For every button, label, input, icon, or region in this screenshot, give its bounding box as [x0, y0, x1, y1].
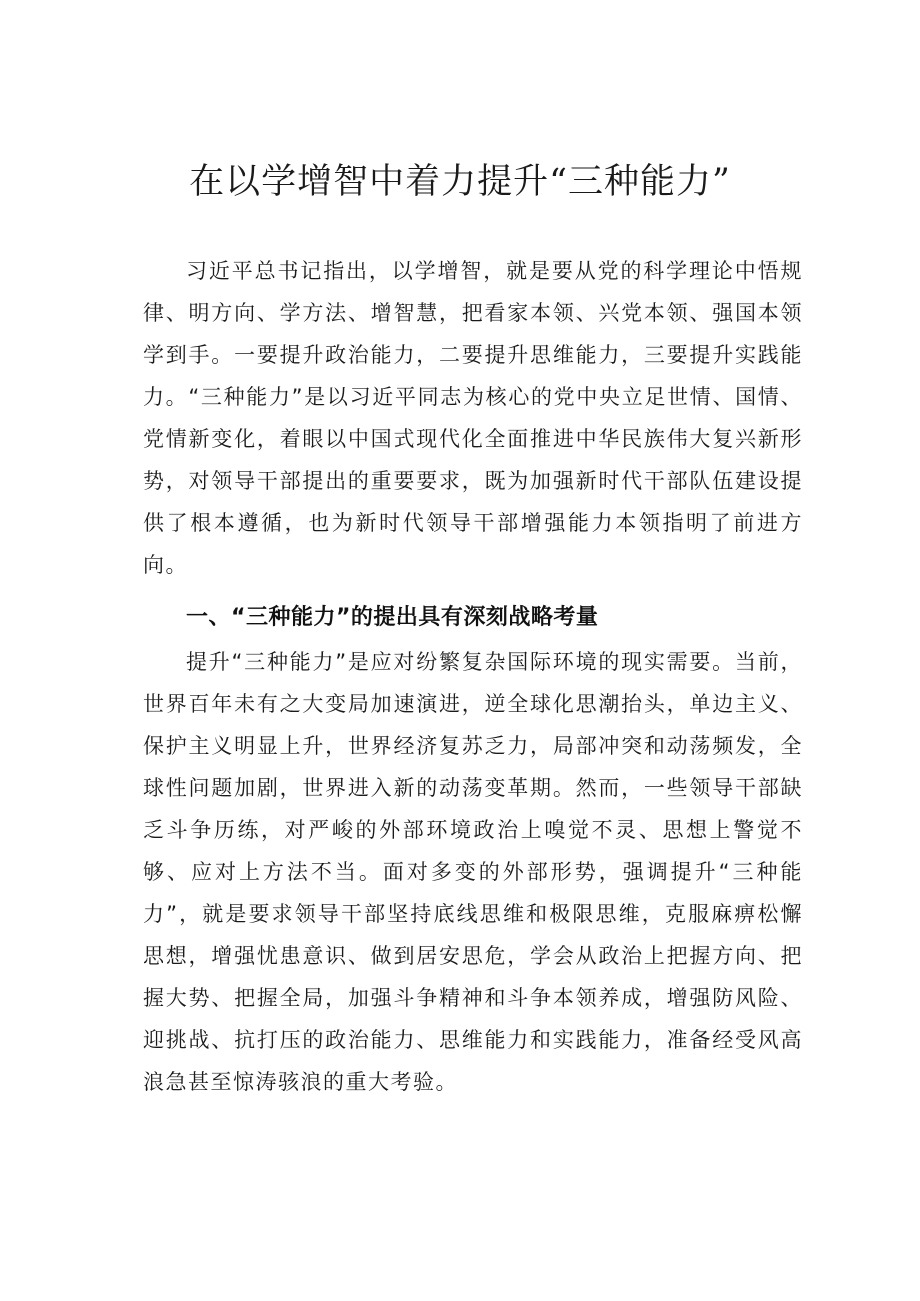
section-heading: 一、“三种能力”的提出具有深刻战略考量 — [186, 605, 599, 630]
intro-paragraph: 习近平总书记指出，以学增智，就是要从党的科学理论中悟规律、明方向、学方法、增智慧，把看家本领、兴党本领、强国本领学到手。一要提升政治能力，二要提升思维能力，三要提升实践能力。“三种能力”是以习近平同志为核心的党中央立足世情、国情、党情新变化，着眼以中国式现代化全面推进中华民族伟大复兴新形势，对领导干部提出的重要要求，既为加强新时代干部队伍建设提供了根本遵循，也为新时代领导干部增强能力本领指明了前进方向。 — [143, 259, 803, 577]
section-paragraph: 提升“三种能力”是应对纷繁复杂国际环境的现实需要。当前，世界百年未有之大变局加速演进，逆全球化思潮抬头，单边主义、保护主义明显上升，世界经济复苏乏力，局部冲突和动荡频发，全球性问题加剧，世界进入新的动荡变革期。然而，一些领导干部缺乏斗争历练，对严峻的外部环境政治上嗅觉不灵、思想上警觉不够、应对上方法不当。面对多变的外部形势，强调提升“三种能力”，就是要求领导干部坚持底线思维和极限思维，克服麻痹松懈思想，增强忧患意识、做到居安思危，学会从政治上把握方向、把握大势、把握全局，加强斗争精神和斗争本领养成，增强防风险、迎挑战、抗打压的政治能力、思维能力和实践能力，准备经受风高浪急甚至惊涛骇浪的重大考验。 — [143, 650, 803, 1094]
document-title: 在以学增智中着力提升“三种能力” — [189, 162, 731, 202]
